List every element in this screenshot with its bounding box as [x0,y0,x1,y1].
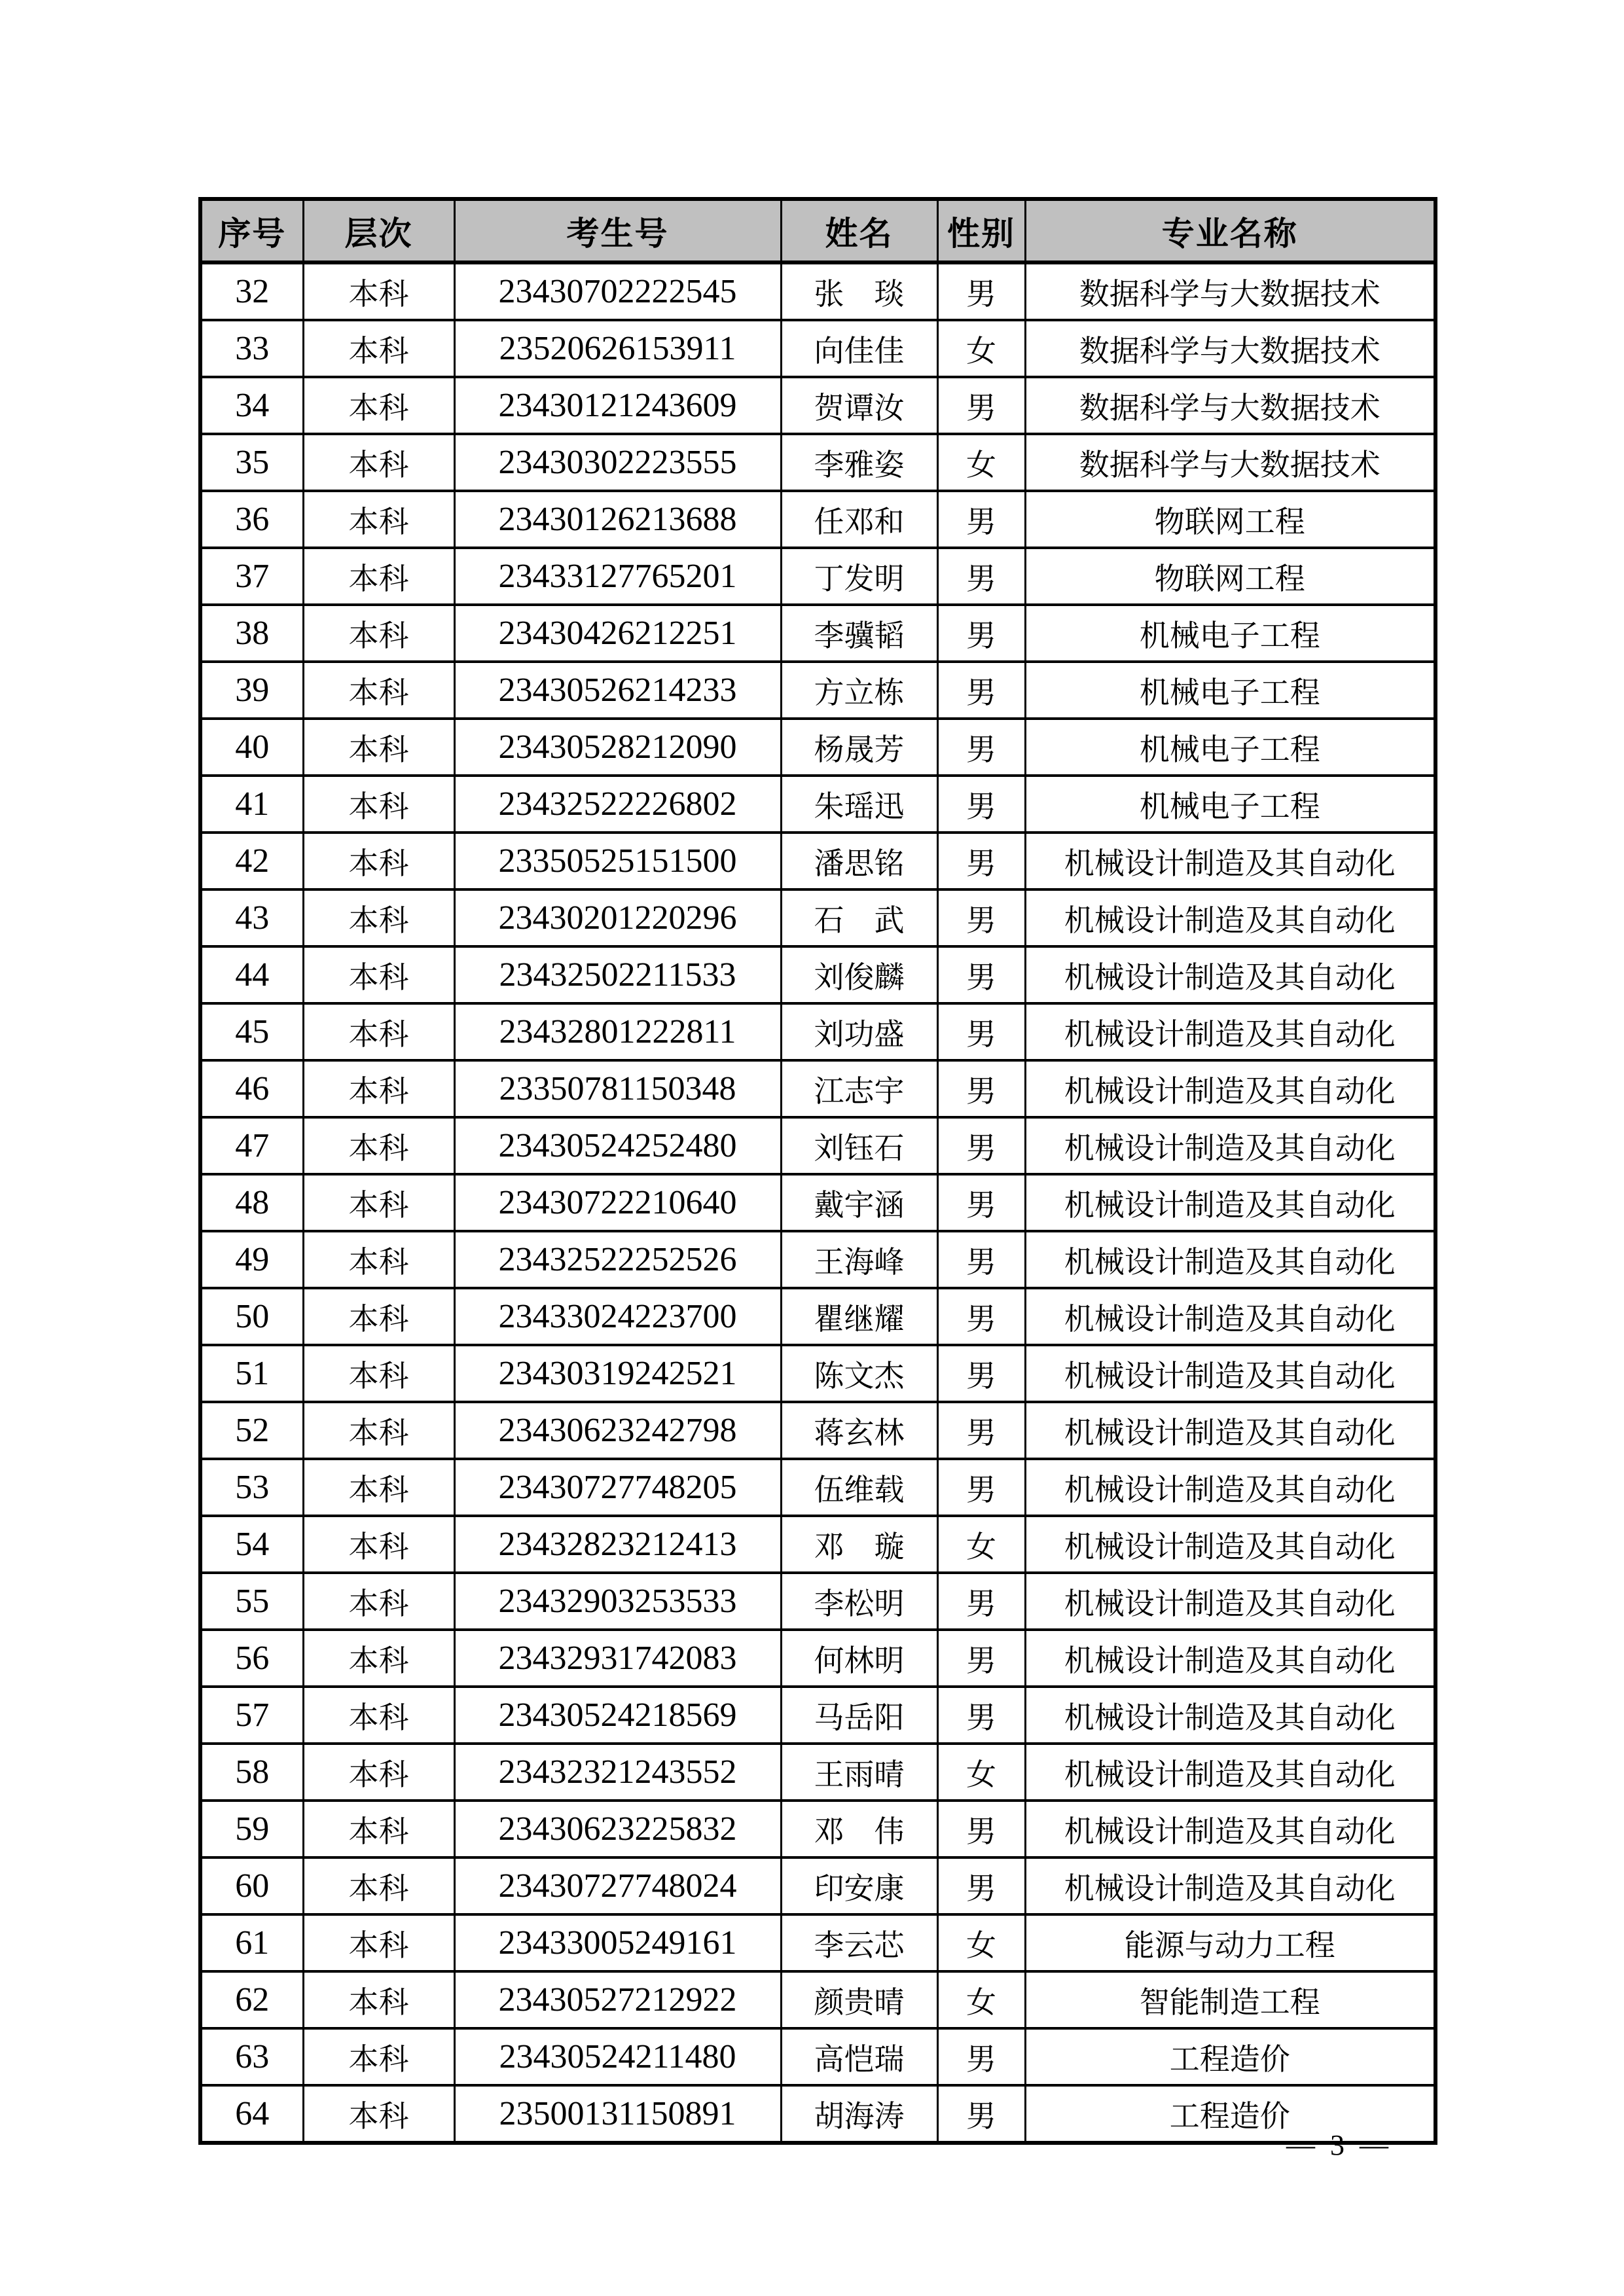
cell-candidate-number: 23430524252480 [454,1117,781,1174]
cell-gender: 男 [937,2085,1025,2143]
cell-index: 50 [200,1288,303,1345]
cell-candidate-number: 23430727748205 [454,1459,781,1516]
cell-level: 本科 [303,1231,454,1288]
cell-candidate-number: 23500131150891 [454,2085,781,2143]
cell-major: 机械电子工程 [1025,662,1435,719]
cell-level: 本科 [303,1857,454,1914]
cell-candidate-number: 23430722210640 [454,1174,781,1231]
header-index: 序号 [200,199,303,262]
cell-major: 能源与动力工程 [1025,1914,1435,1971]
cell-gender: 男 [937,1060,1025,1117]
table-row [200,946,1435,1003]
cell-index: 63 [200,2028,303,2085]
cell-level: 本科 [303,548,454,605]
cell-major: 数据科学与大数据技术 [1025,434,1435,491]
cell-level: 本科 [303,1402,454,1459]
admission-roster-table [198,197,1437,2145]
cell-gender: 男 [937,833,1025,889]
cell-index: 54 [200,1516,303,1573]
cell-index: 47 [200,1117,303,1174]
cell-candidate-number: 23432903253533 [454,1573,781,1630]
cell-name: 任邓和 [781,491,937,548]
cell-gender: 男 [937,1288,1025,1345]
table-row [200,662,1435,719]
cell-gender: 男 [937,662,1025,719]
cell-major: 物联网工程 [1025,548,1435,605]
table-row [200,548,1435,605]
cell-index: 55 [200,1573,303,1630]
cell-name: 胡海涛 [781,2085,937,2143]
table-row [200,1857,1435,1914]
cell-name: 李松明 [781,1573,937,1630]
cell-level: 本科 [303,833,454,889]
table-row [200,1516,1435,1573]
cell-level: 本科 [303,1914,454,1971]
cell-level: 本科 [303,2028,454,2085]
cell-index: 42 [200,833,303,889]
cell-candidate-number: 23430121243609 [454,377,781,434]
table-row [200,1744,1435,1801]
cell-candidate-number: 23433024223700 [454,1288,781,1345]
cell-major: 数据科学与大数据技术 [1025,377,1435,434]
cell-candidate-number: 23430319242521 [454,1345,781,1402]
cell-index: 38 [200,605,303,662]
cell-level: 本科 [303,889,454,946]
cell-name: 刘俊麟 [781,946,937,1003]
cell-candidate-number: 23432931742083 [454,1630,781,1687]
cell-candidate-number: 23430702222545 [454,262,781,320]
cell-major: 机械设计制造及其自动化 [1025,833,1435,889]
cell-gender: 男 [937,548,1025,605]
cell-major: 机械设计制造及其自动化 [1025,1744,1435,1801]
cell-candidate-number: 23430528212090 [454,719,781,776]
cell-index: 49 [200,1231,303,1288]
cell-level: 本科 [303,1630,454,1687]
cell-gender: 男 [937,1630,1025,1687]
cell-major: 机械设计制造及其自动化 [1025,1117,1435,1174]
cell-index: 61 [200,1914,303,1971]
table-row [200,1971,1435,2028]
cell-index: 34 [200,377,303,434]
cell-name: 陈文杰 [781,1345,937,1402]
cell-major: 机械设计制造及其自动化 [1025,1516,1435,1573]
cell-level: 本科 [303,719,454,776]
cell-index: 44 [200,946,303,1003]
table-row [200,776,1435,833]
cell-gender: 男 [937,2028,1025,2085]
cell-candidate-number: 23430526214233 [454,662,781,719]
table-row [200,1003,1435,1060]
cell-candidate-number: 23433005249161 [454,1914,781,1971]
table-row [200,1288,1435,1345]
cell-gender: 女 [937,1914,1025,1971]
cell-gender: 女 [937,1744,1025,1801]
cell-level: 本科 [303,1687,454,1744]
cell-level: 本科 [303,1971,454,2028]
cell-name: 江志宇 [781,1060,937,1117]
cell-major: 机械设计制造及其自动化 [1025,1060,1435,1117]
cell-name: 潘思铭 [781,833,937,889]
cell-level: 本科 [303,1516,454,1573]
cell-candidate-number: 23430524218569 [454,1687,781,1744]
cell-candidate-number: 23432522226802 [454,776,781,833]
table-header-row [200,199,1435,262]
table-row [200,1914,1435,1971]
cell-level: 本科 [303,1573,454,1630]
cell-name: 王雨晴 [781,1744,937,1801]
cell-gender: 男 [937,1174,1025,1231]
cell-gender: 男 [937,491,1025,548]
cell-index: 53 [200,1459,303,1516]
cell-gender: 男 [937,605,1025,662]
cell-level: 本科 [303,605,454,662]
cell-index: 35 [200,434,303,491]
cell-index: 59 [200,1801,303,1857]
cell-name: 刘钰石 [781,1117,937,1174]
cell-major: 机械设计制造及其自动化 [1025,889,1435,946]
cell-major: 机械设计制造及其自动化 [1025,1801,1435,1857]
cell-index: 57 [200,1687,303,1744]
cell-index: 56 [200,1630,303,1687]
header-major: 专业名称 [1025,199,1435,262]
table-row [200,833,1435,889]
cell-gender: 男 [937,1231,1025,1288]
cell-major: 机械设计制造及其自动化 [1025,1459,1435,1516]
cell-major: 机械设计制造及其自动化 [1025,946,1435,1003]
table-row [200,1573,1435,1630]
cell-name: 邓 璇 [781,1516,937,1573]
table-row [200,434,1435,491]
cell-candidate-number: 23520626153911 [454,320,781,377]
cell-name: 印安康 [781,1857,937,1914]
cell-index: 62 [200,1971,303,2028]
cell-gender: 男 [937,776,1025,833]
table-row [200,1174,1435,1231]
cell-gender: 男 [937,1345,1025,1402]
cell-candidate-number: 23430727748024 [454,1857,781,1914]
cell-gender: 男 [937,1459,1025,1516]
table-row [200,605,1435,662]
cell-level: 本科 [303,2085,454,2143]
cell-gender: 男 [937,719,1025,776]
cell-gender: 男 [937,1857,1025,1914]
cell-level: 本科 [303,1345,454,1402]
cell-candidate-number: 23432502211533 [454,946,781,1003]
cell-level: 本科 [303,1459,454,1516]
cell-major: 机械设计制造及其自动化 [1025,1857,1435,1914]
cell-level: 本科 [303,662,454,719]
table-row [200,320,1435,377]
header-name: 姓名 [781,199,937,262]
table-row [200,1117,1435,1174]
cell-major: 工程造价 [1025,2028,1435,2085]
cell-index: 45 [200,1003,303,1060]
cell-level: 本科 [303,1117,454,1174]
cell-name: 高恺瑞 [781,2028,937,2085]
cell-major: 机械设计制造及其自动化 [1025,1630,1435,1687]
cell-candidate-number: 23430426212251 [454,605,781,662]
cell-name: 王海峰 [781,1231,937,1288]
cell-major: 机械设计制造及其自动化 [1025,1231,1435,1288]
table-row [200,377,1435,434]
header-level: 层次 [303,199,454,262]
cell-name: 杨晟芳 [781,719,937,776]
cell-index: 43 [200,889,303,946]
cell-index: 39 [200,662,303,719]
header-candidate-number: 考生号 [454,199,781,262]
cell-index: 58 [200,1744,303,1801]
cell-level: 本科 [303,776,454,833]
cell-index: 60 [200,1857,303,1914]
cell-level: 本科 [303,1288,454,1345]
table-row [200,1687,1435,1744]
cell-level: 本科 [303,1060,454,1117]
cell-name: 贺谭汝 [781,377,937,434]
cell-name: 李雅姿 [781,434,937,491]
table-row [200,1231,1435,1288]
cell-gender: 男 [937,946,1025,1003]
cell-major: 机械电子工程 [1025,719,1435,776]
cell-major: 机械电子工程 [1025,776,1435,833]
cell-name: 邓 伟 [781,1801,937,1857]
cell-index: 41 [200,776,303,833]
cell-major: 机械设计制造及其自动化 [1025,1573,1435,1630]
cell-name: 张 琰 [781,262,937,320]
cell-candidate-number: 23432321243552 [454,1744,781,1801]
cell-gender: 男 [937,889,1025,946]
cell-gender: 女 [937,1516,1025,1573]
cell-candidate-number: 23430623242798 [454,1402,781,1459]
cell-index: 37 [200,548,303,605]
cell-major: 机械设计制造及其自动化 [1025,1687,1435,1744]
cell-major: 机械设计制造及其自动化 [1025,1402,1435,1459]
cell-level: 本科 [303,1003,454,1060]
cell-index: 64 [200,2085,303,2143]
cell-gender: 男 [937,377,1025,434]
cell-candidate-number: 23430302223555 [454,434,781,491]
cell-name: 朱瑶迅 [781,776,937,833]
cell-major: 数据科学与大数据技术 [1025,320,1435,377]
table-header [200,199,1435,262]
cell-name: 何林明 [781,1630,937,1687]
header-gender: 性别 [937,199,1025,262]
cell-gender: 男 [937,1573,1025,1630]
cell-candidate-number: 23430524211480 [454,2028,781,2085]
cell-level: 本科 [303,320,454,377]
cell-gender: 男 [937,1003,1025,1060]
cell-candidate-number: 23432522252526 [454,1231,781,1288]
table-row [200,491,1435,548]
cell-gender: 男 [937,1117,1025,1174]
cell-level: 本科 [303,377,454,434]
table-row [200,1801,1435,1857]
cell-name: 马岳阳 [781,1687,937,1744]
cell-major: 数据科学与大数据技术 [1025,262,1435,320]
cell-gender: 男 [937,262,1025,320]
cell-level: 本科 [303,434,454,491]
table-row [200,1060,1435,1117]
cell-name: 李云芯 [781,1914,937,1971]
cell-name: 方立栋 [781,662,937,719]
table-row [200,889,1435,946]
cell-candidate-number: 23430126213688 [454,491,781,548]
cell-major: 工程造价 [1025,2085,1435,2143]
cell-index: 40 [200,719,303,776]
cell-gender: 女 [937,434,1025,491]
table-row [200,1402,1435,1459]
cell-name: 李骥韬 [781,605,937,662]
table-row [200,1459,1435,1516]
page-number: — 3 — [1286,2129,1392,2161]
cell-index: 46 [200,1060,303,1117]
cell-major: 物联网工程 [1025,491,1435,548]
cell-major: 机械设计制造及其自动化 [1025,1345,1435,1402]
cell-index: 48 [200,1174,303,1231]
table-body [200,262,1435,2143]
cell-level: 本科 [303,262,454,320]
cell-level: 本科 [303,491,454,548]
cell-candidate-number: 23430623225832 [454,1801,781,1857]
cell-index: 36 [200,491,303,548]
cell-index: 51 [200,1345,303,1402]
table-row [200,1630,1435,1687]
cell-index: 33 [200,320,303,377]
table-row [200,262,1435,320]
cell-major: 机械设计制造及其自动化 [1025,1174,1435,1231]
table-row [200,1345,1435,1402]
cell-candidate-number: 23350781150348 [454,1060,781,1117]
cell-level: 本科 [303,946,454,1003]
cell-major: 智能制造工程 [1025,1971,1435,2028]
cell-candidate-number: 23432801222811 [454,1003,781,1060]
cell-major: 机械电子工程 [1025,605,1435,662]
cell-name: 蒋玄林 [781,1402,937,1459]
cell-candidate-number: 23432823212413 [454,1516,781,1573]
cell-candidate-number: 23430527212922 [454,1971,781,2028]
cell-name: 瞿继耀 [781,1288,937,1345]
cell-candidate-number: 23350525151500 [454,833,781,889]
cell-candidate-number: 23430201220296 [454,889,781,946]
cell-major: 机械设计制造及其自动化 [1025,1288,1435,1345]
cell-level: 本科 [303,1801,454,1857]
cell-level: 本科 [303,1744,454,1801]
table-row [200,2085,1435,2143]
cell-name: 丁发明 [781,548,937,605]
cell-name: 石 武 [781,889,937,946]
cell-gender: 女 [937,1971,1025,2028]
table-row [200,2028,1435,2085]
cell-index: 32 [200,262,303,320]
cell-name: 向佳佳 [781,320,937,377]
cell-level: 本科 [303,1174,454,1231]
cell-index: 52 [200,1402,303,1459]
cell-gender: 女 [937,320,1025,377]
cell-major: 机械设计制造及其自动化 [1025,1003,1435,1060]
cell-name: 刘功盛 [781,1003,937,1060]
cell-name: 颜贵晴 [781,1971,937,2028]
cell-candidate-number: 23433127765201 [454,548,781,605]
table-row [200,719,1435,776]
cell-gender: 男 [937,1801,1025,1857]
cell-name: 戴宇涵 [781,1174,937,1231]
cell-gender: 男 [937,1402,1025,1459]
cell-gender: 男 [937,1687,1025,1744]
cell-name: 伍维载 [781,1459,937,1516]
